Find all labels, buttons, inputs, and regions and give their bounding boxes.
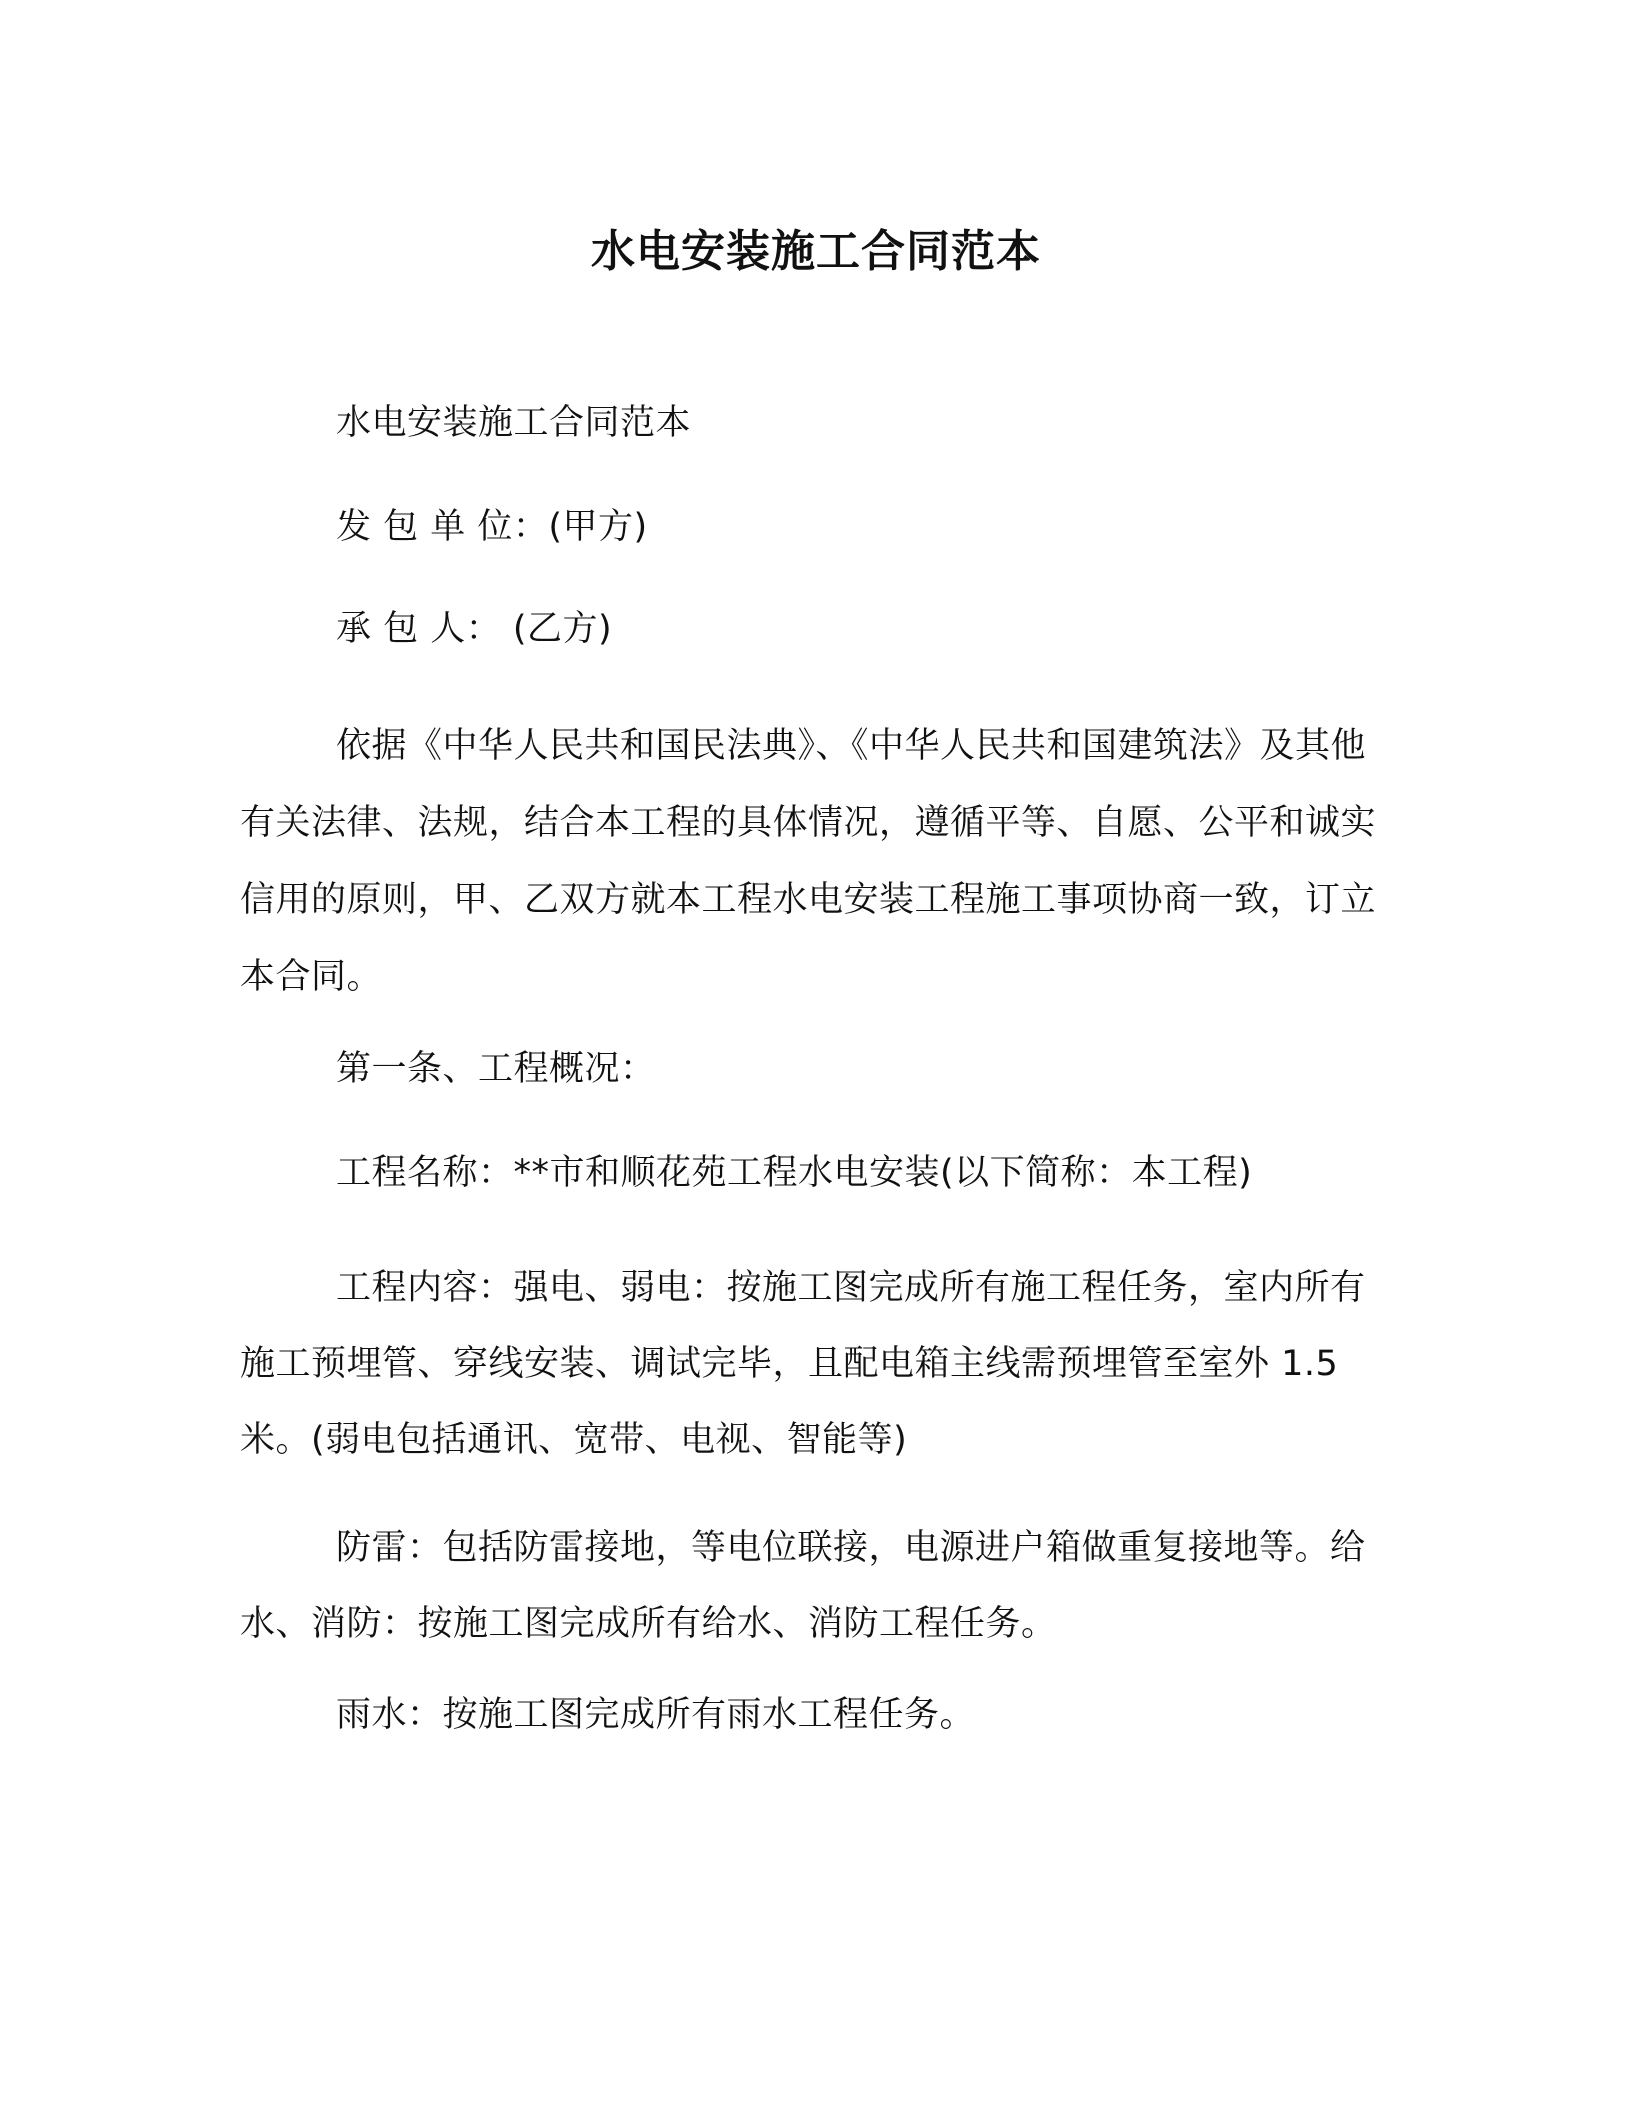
party-a-line: 发 包 单 位：(甲方)	[336, 507, 648, 547]
article-1-heading: 第一条、工程概况：	[336, 1049, 656, 1089]
lightning-water-paragraph: 防雷：包括防雷接地，等电位联接，电源进户箱做重复接地等。给水、消防：按施工图完成所有给水、消防工程任务。	[240, 1528, 1366, 1644]
document-subtitle: 水电安装施工合同范本	[336, 403, 692, 443]
rainwater-paragraph: 雨水：按施工图完成所有雨水工程任务。	[336, 1695, 976, 1735]
project-name-paragraph: 工程名称：**市和顺花苑工程水电安装(以下简称：本工程)	[336, 1153, 1253, 1193]
basis-paragraph: 依据《中华人民共和国民法典》、《中华人民共和国建筑法》及其他有关法律、法规，结合本工程的具体情况，遵循平等、自愿、公平和诚实信用的原则，甲、乙双方就本工程水电安装工程施工事项协商一致，订立本合同。	[240, 726, 1377, 997]
document-title: 水电安装施工合同范本	[591, 226, 1041, 277]
project-content-paragraph: 工程内容：强电、弱电：按施工图完成所有施工程任务，室内所有施工预埋管、穿线安装、调试完毕，且配电箱主线需预埋管至室外 1.5 米。(弱电包括通讯、宽带、电视、智能等)	[240, 1268, 1366, 1460]
party-b-line: 承 包 人： (乙方)	[336, 609, 613, 649]
